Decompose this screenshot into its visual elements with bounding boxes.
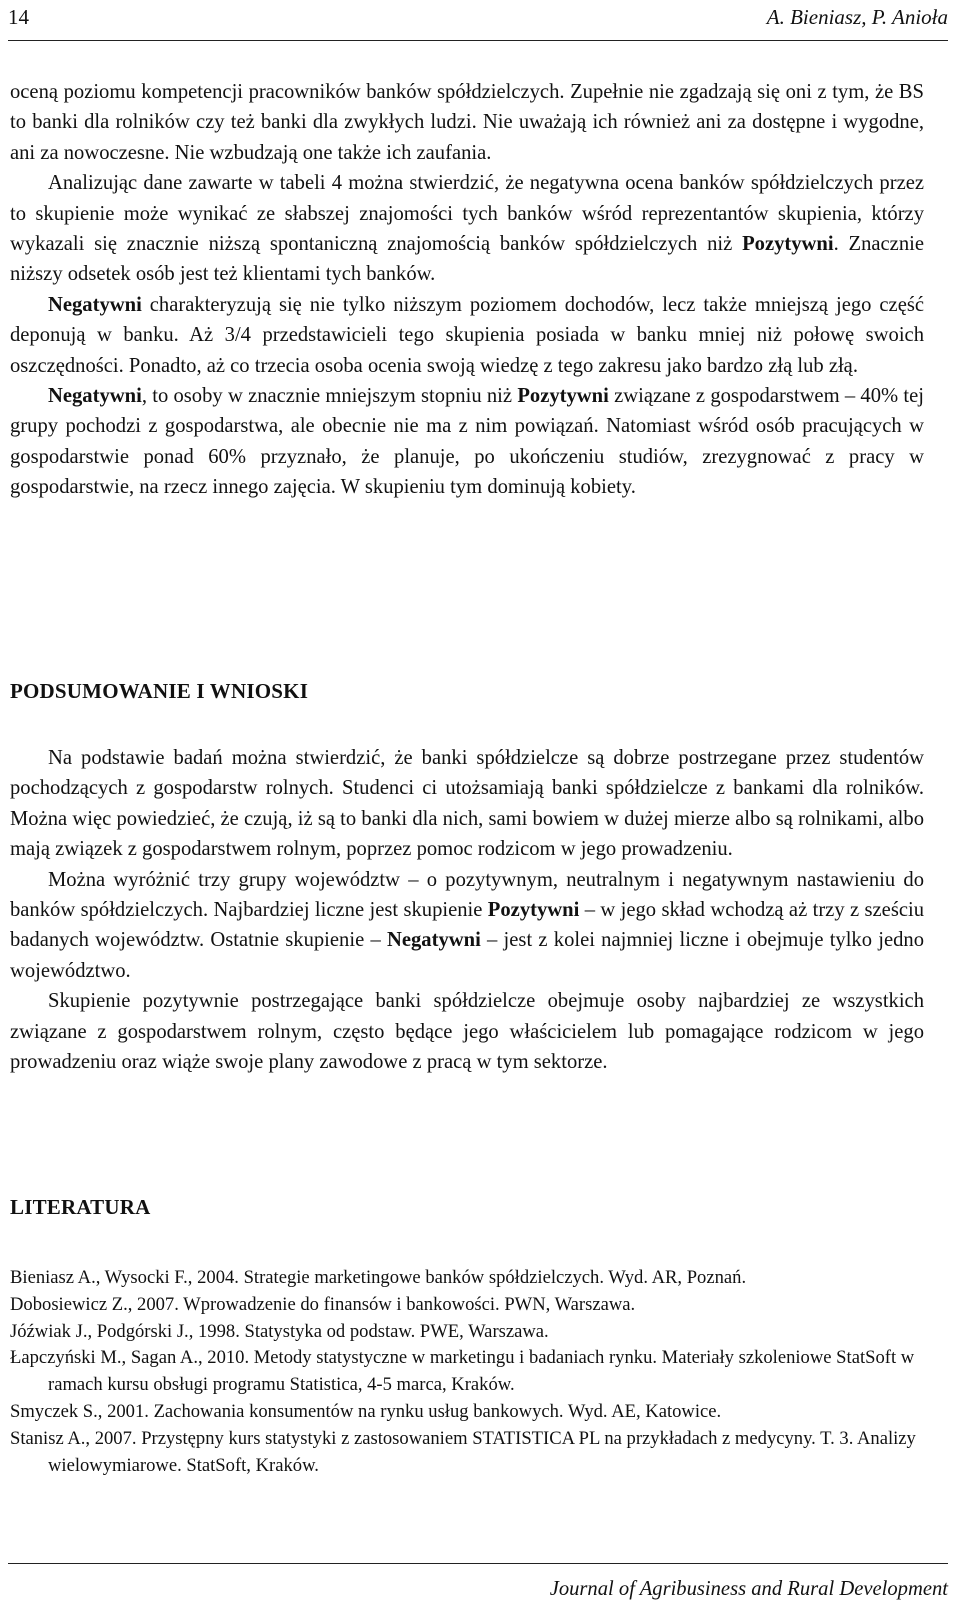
main-text bbox=[10, 77, 924, 503]
journal-name: Journal of Agribusiness and Rural Development bbox=[549, 1578, 948, 1600]
term-pozytywni: Pozytywni bbox=[742, 233, 834, 256]
text-run: Analizując dane zawarte w tabeli 4 można stwierdzić, że negatywna ocena banków spółdzielczych przez to skupienie może wynikać ze słabszej znajomości tych banków wśród reprezentantów skupienia, którzy wykazali się znacznie niższą spontaniczną znajomością banków spółdzielczych niż bbox=[10, 172, 924, 256]
text-run: związane z gospodarstwem – 40% tej grupy pochodzi z gospodarstwa, ale obecnie nie ma z nim powiązań. Natomiast wśród osób pracujących w gospodarstwie ponad 60% przyznało, że planuje, po ukończeniu studiów, zrezygnować z pracy w gospodarstwie, na rzecz innego zajęcia. W skupieniu tym dominują kobiety. bbox=[10, 385, 924, 499]
running-head-authors: A. Bieniasz, P. Anioła bbox=[766, 5, 948, 29]
text-run: – w jego skład wchodzą aż trzy z sześciu badanych województw. Ostatnie skupienie – bbox=[10, 899, 925, 952]
summary-paragraph-1: Na podstawie badań można stwierdzić, że banki spółdzielcze są dobrze postrzegane przez studentów pochodzących z gospodarstw rolnych. Studenci ci utożsamiają banki spółdzielcze z bankami dla rolników. Można więc powiedzieć, że czują, iż są to banki dla nich, sami bowiem w dużej mierze albo są rolnikami, albo mają związek z gospodarstwem rolnym, poprzez pomoc rodzicom w jego prowadzeniu. bbox=[10, 747, 924, 861]
paragraph-table-analysis bbox=[10, 168, 924, 290]
section-heading-literature: LITERATURA bbox=[10, 1195, 151, 1219]
reference-item: Łapczyński M., Sagan A., 2010. Metody statystyczne w marketingu i badaniach rynku. Materiały szkoleniowe StatSoft w ramach kursu obsługi programu Statistica, 4-5 marca, Kraków. bbox=[10, 1347, 915, 1396]
paragraph-continued: oceną poziomu kompetencji pracowników banków spółdzielczych. Zupełnie nie zgadzają się oni z tym, że BS to banki dla rolników czy też banki dla zwykłych ludzi. Nie uważają ich również ani za dostępne i wygodne, ani za nowoczesne. Nie wzbudzają one także ich zaufania. bbox=[10, 81, 924, 164]
text-run: – jest z kolei najmniej liczne i obejmuje tylko jedno województwo. bbox=[10, 929, 925, 982]
reference-item: Bieniasz A., Wysocki F., 2004. Strategie marketingowe banków spółdzielczych. Wyd. AR, Poznań. bbox=[10, 1267, 747, 1288]
text-run: Można wyróżnić trzy grupy województw – o pozytywnym, neutralnym i negatywnym nastawieniu do banków spółdzielczych. Najbardziej liczne jest skupienie bbox=[10, 868, 924, 922]
text-run: charakteryzują się nie tylko niższym poziomem dochodów, lecz także mniejszą jego część deponują w banku. Aż 3/4 przedstawicieli tego skupienia posiada w banku mniej niż połowę swoich oszczędności. Ponadto, aż co trzecia osoba ocenia swoją wiedzę z tego zakresu jako bardzo złą lub złą. bbox=[10, 293, 924, 377]
term-negatywni: Negatywni bbox=[48, 293, 142, 316]
page-header bbox=[8, 0, 948, 41]
term-pozytywni: Pozytywni bbox=[487, 899, 580, 922]
term-negatywni: Negatywni bbox=[48, 385, 142, 408]
summary-text bbox=[10, 743, 924, 1077]
paragraph-negatywni-income bbox=[10, 290, 924, 381]
page-footer bbox=[8, 1563, 948, 1612]
summary-paragraph-2 bbox=[10, 865, 924, 987]
reference-item: Jóźwiak J., Podgórski J., 1998. Statystyka od podstaw. PWE, Warszawa. bbox=[10, 1320, 549, 1342]
reference-item: Smyczek S., 2001. Zachowania konsumentów na rynku usług bankowych. Wyd. AE, Katowice. bbox=[10, 1400, 722, 1422]
text-run: , to osoby w znacznie mniejszym stopniu niż bbox=[141, 385, 518, 408]
reference-list bbox=[10, 1265, 924, 1479]
paragraph-negatywni-farm bbox=[10, 381, 924, 503]
term-negatywni: Negatywni bbox=[386, 929, 481, 952]
reference-item: Dobosiewicz Z., 2007. Wprowadzenie do finansów i bankowości. PWN, Warszawa. bbox=[10, 1293, 636, 1315]
page-number: 14 bbox=[8, 5, 29, 29]
text-run: . Znacznie niższy odsetek osób jest też klientami tych banków. bbox=[10, 233, 924, 286]
summary-paragraph-3: Skupienie pozytywnie postrzegające banki spółdzielcze obejmuje osoby najbardziej ze wszystkich związane z gospodarstwem rolnym, często będące jego właścicielem lub pomagające rodzicom w jego prowadzeniu oraz wiąże swoje plany zawodowe z pracą w tym sektorze. bbox=[10, 990, 924, 1074]
reference-item: Stanisz A., 2007. Przystępny kurs statystyki z zastosowaniem STATISTICA PL na przykładach z medycyny. T. 3. Analizy wielowymiarowe. StatSoft, Kraków. bbox=[10, 1427, 916, 1476]
section-heading-summary: PODSUMOWANIE I WNIOSKI bbox=[10, 679, 309, 703]
term-pozytywni: Pozytywni bbox=[517, 385, 609, 408]
